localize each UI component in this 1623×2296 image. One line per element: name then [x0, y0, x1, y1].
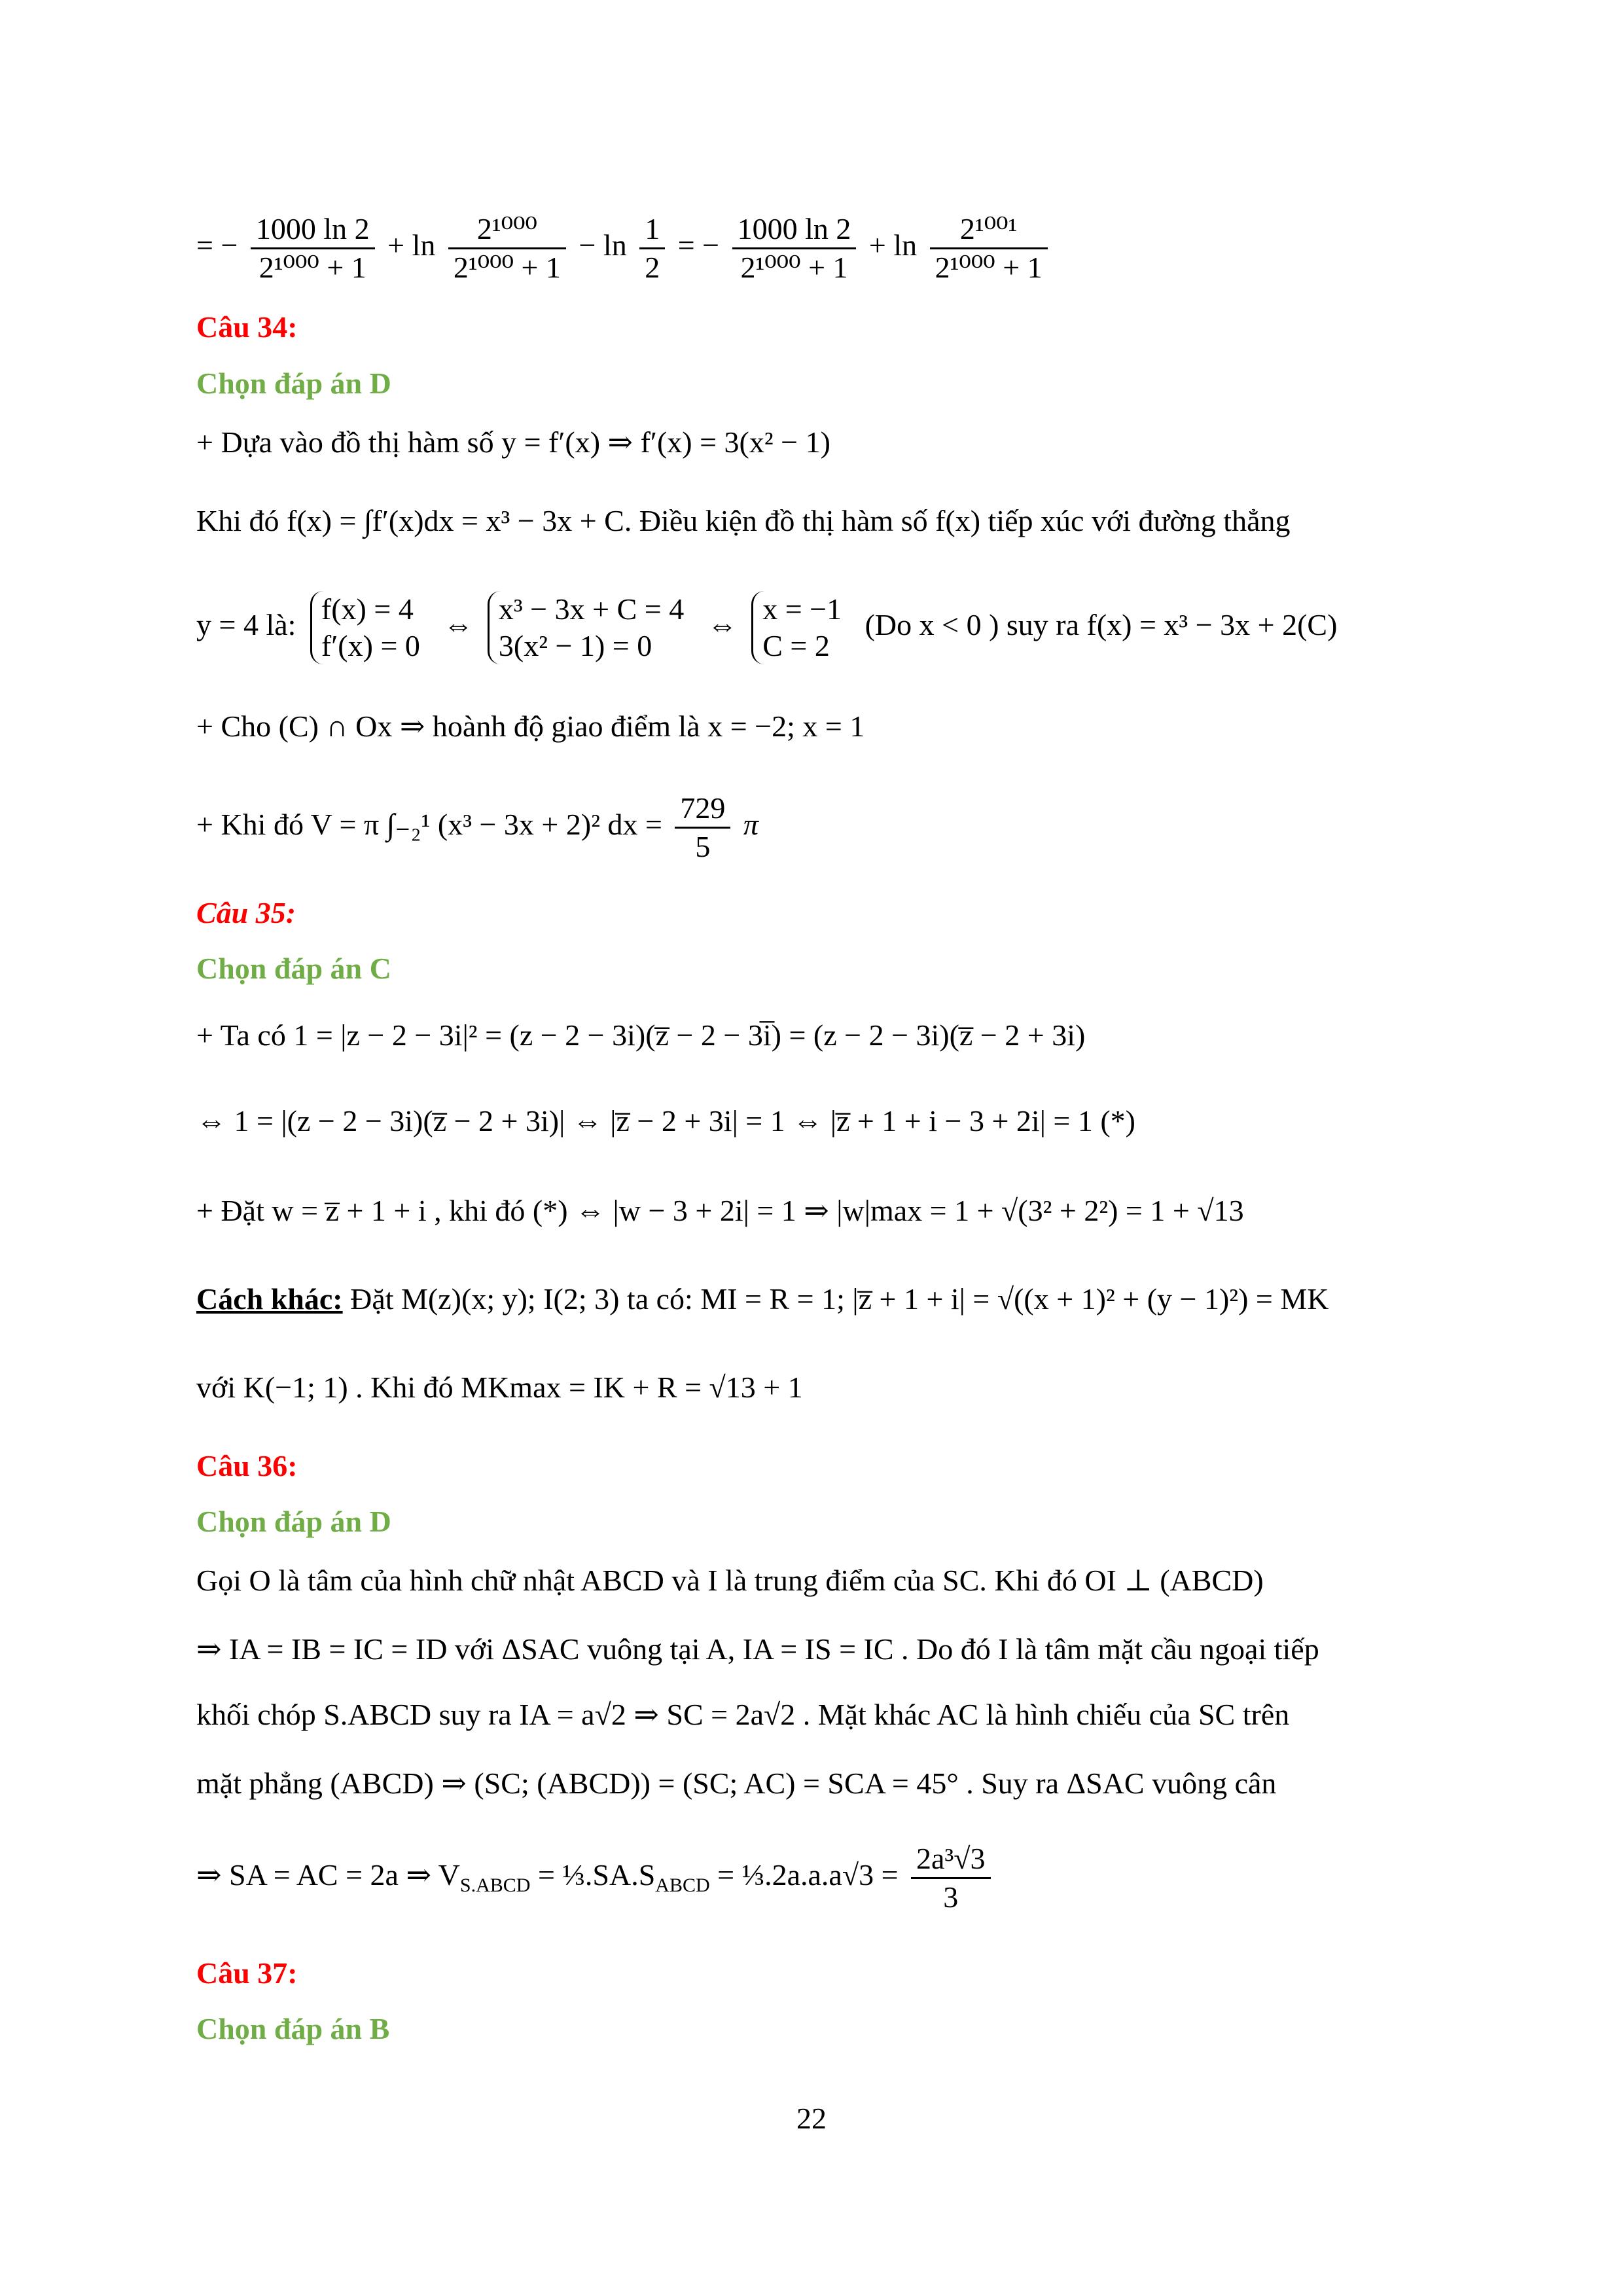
fraction: $\frac{1000 \ln 2}{\text{2¹⁰⁰⁰ + 1}}$ [732, 211, 857, 286]
question-36-title: Câu 36: [196, 1449, 298, 1482]
q34-line-4: + Cho (C) ∩ Ox ⇒ hoành độ giao điểm là x = −2; x = 1 [196, 709, 865, 743]
q36-line-2: ⇒ IA = IB = IC = ID với ΔSAC vuông tại A, IA = IS = IC . Do đó I là tâm mặt cầu ngoại tiếp [196, 1632, 1319, 1666]
q36-line-3: khối chóp S.ABCD suy ra IA = a√2 ⇒ SC = 2a√2 . Mặt khác AC là hình chiếu của SC trên [196, 1698, 1290, 1731]
system-brace: x = −1 C = 2 [751, 591, 851, 664]
page-number: 22 [796, 2102, 827, 2135]
q34-line-2: Khi đó f(x) = ∫f′(x)dx = x³ − 3x + C. Điều kiện đồ thị hàm số f(x) tiếp xúc với đường thẳng [196, 504, 1291, 537]
q35-line-5: với K(−1; 1) . Khi đó MKmax = IK + R = √13 + 1 [196, 1371, 803, 1404]
fraction: $\frac{729}{5}$ [675, 790, 730, 865]
system-brace: f(x) = 4 f′(x) = 0 [310, 591, 429, 664]
question-36-answer: Chọn đáp án D [196, 1505, 391, 1538]
q35-line-2: ⇔ 1 = |(z − 2 − 3i)(z̅ − 2 + 3i)| ⇔ |z̅ − 2 + 3i| = 1 ⇔ |z̅ + 1 + i − 3 + 2i| = 1 (*) [196, 1104, 1135, 1138]
fraction: $\frac{\text{2¹⁰⁰¹}}{\text{2¹⁰⁰⁰ + 1}}$ [930, 211, 1048, 286]
question-37-answer: Chọn đáp án B [196, 2012, 390, 2045]
eq-text: = − [677, 228, 720, 262]
q36-line-5: ⇒ SA = AC = 2a ⇒ $V_{S.ABCD}$ = $\frac{1}{3}.SA.S_{ABCD}$ = ⅓.2a.a.a√3 = $\frac{\text{2a³√3}}{3}$ [196, 1826, 1427, 1924]
question-34-answer: Chọn đáp án D [196, 367, 391, 400]
q36-line-1: Gọi O là tâm của hình chữ nhật ABCD và I là trung điểm của SC. Khi đó OI ⊥ (ABCD) [196, 1564, 1264, 1597]
eq-text: + ln [868, 228, 918, 262]
eq-text: − ln [579, 228, 627, 262]
q36-line-4: mặt phẳng (ABCD) ⇒ (SC; (ABCD)) = (SC; AC) = SCA = 45° . Suy ra ΔSAC vuông cân [196, 1767, 1277, 1800]
q34-line-3: y = 4 là: f(x) = 4 f′(x) = 0 ⇔ x³ − 3x + C = 4 3(x² − 1) = 0 ⇔ x = −1 C = 2 (Do x < 0 ) suy ra f(x) = x³ − 3x + 2(C) [196, 576, 1427, 674]
question-35-answer: Chọn đáp án C [196, 952, 391, 985]
q35-line-4: Cách khác: Đặt M(z)(x; y); I(2; 3) ta có: MI = R = 1; |z̅ + 1 + i| = √((x + 1)² + (y − 1)²) = MK [196, 1282, 1329, 1316]
fraction: $\frac{1000 \ln 2}{\text{2¹⁰⁰⁰ + 1}}$ [251, 211, 375, 286]
q35-line-3: + Đặt w = z̅ + 1 + i , khi đó (*) ⇔ |w − 3 + 2i| = 1 ⇒ |w|max = 1 + √(3² + 2²) = 1 + √13 [196, 1194, 1244, 1227]
eq-text: + ln [387, 228, 436, 262]
q34-line-5: + Khi đó V = π ∫₋₂¹ (x³ − 3x + 2)² dx = $\frac{729}{5}$ π [196, 776, 1427, 874]
fraction: $\frac{1}{2}$ [639, 211, 665, 286]
alternative-label: Cách khác: [196, 1282, 343, 1316]
eq-text: = − [196, 228, 238, 262]
fraction: $\frac{\text{2a³√3}}{3}$ [911, 1840, 990, 1916]
question-35-title: Câu 35: [196, 896, 296, 929]
equation-top [196, 196, 1427, 295]
q35-line-1: + Ta có 1 = |z − 2 − 3i|² = (z − 2 − 3i)(z̅ − 2 − 3i̅) = (z − 2 − 3i)(z̅ − 2 + 3i) [196, 1018, 1086, 1052]
fraction: $\frac{\text{2¹⁰⁰⁰}}{\text{2¹⁰⁰⁰ + 1}}$ [448, 211, 566, 286]
question-37-title: Câu 37: [196, 1956, 298, 1990]
question-34-title: Câu 34: [196, 310, 298, 344]
system-brace: x³ − 3x + C = 4 3(x² − 1) = 0 [488, 591, 693, 664]
q34-line-1: + Dựa vào đồ thị hàm số y = f′(x) ⇒ f′(x) = 3(x² − 1) [196, 425, 830, 459]
